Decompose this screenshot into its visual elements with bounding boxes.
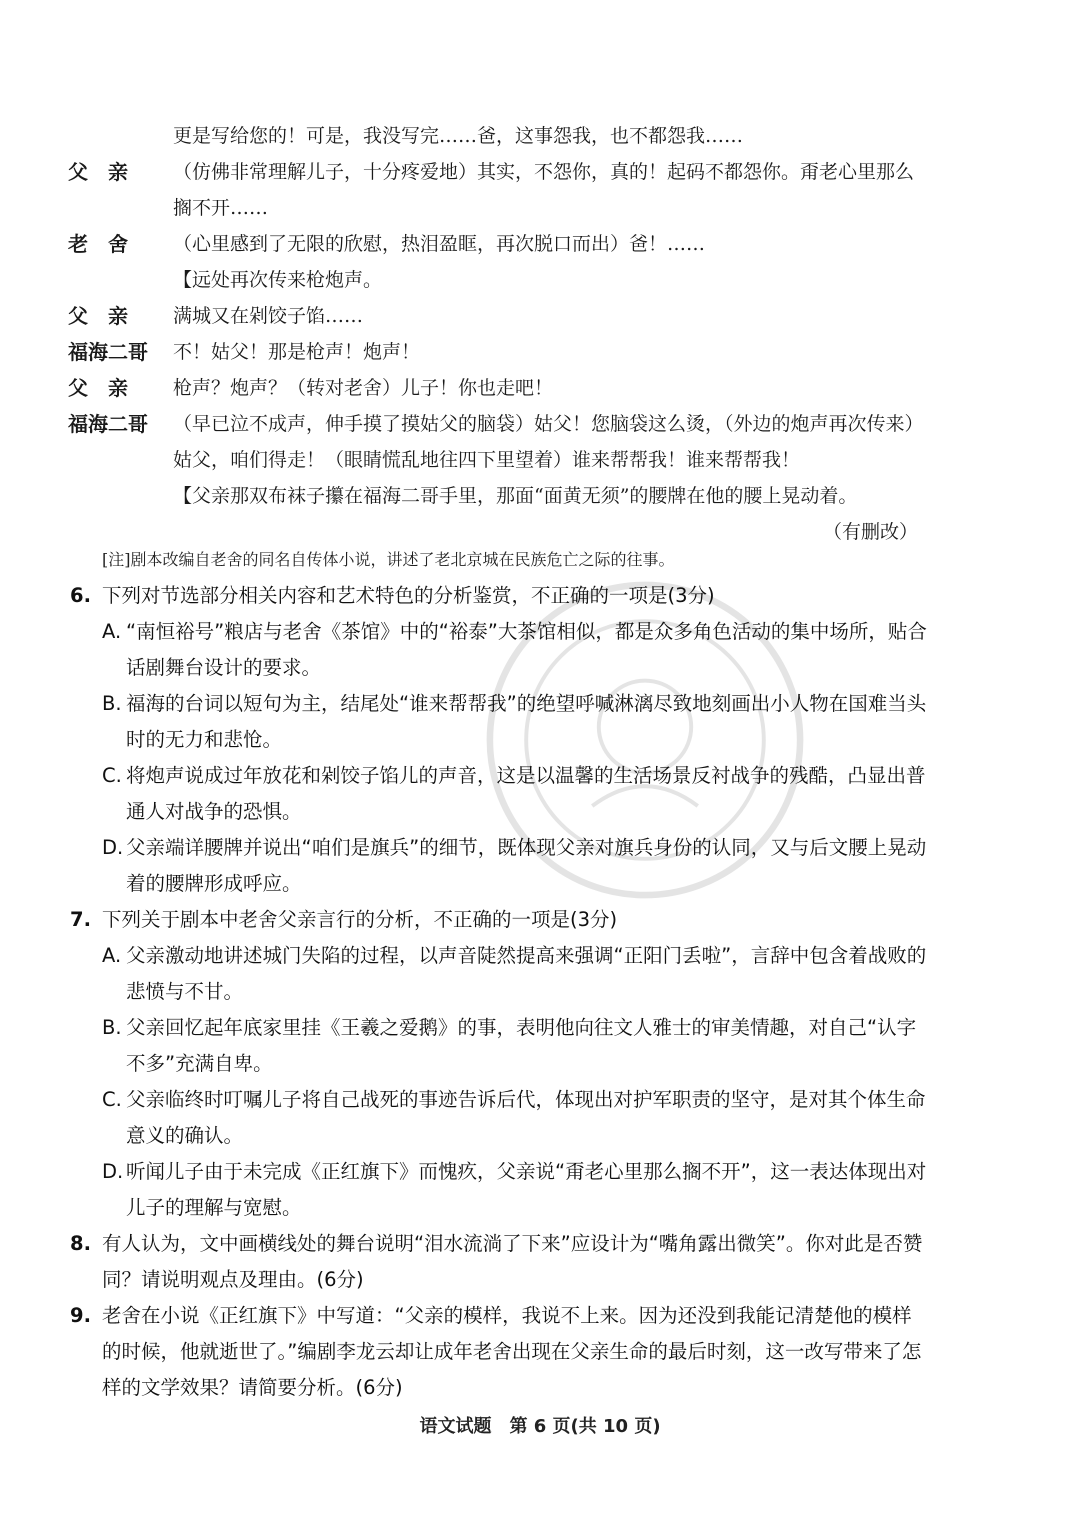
dialogue-text: （早已泣不成声，伸手摸了摸姑父的脑袋）姑父！您脑袋这么烫，（外边的炮声再次传来）姑父，咱们得走！（眼睛慌乱地往四下里望着）谁来帮帮我！谁来帮帮我！ bbox=[173, 413, 924, 471]
option-label: C. bbox=[102, 764, 122, 787]
dialogue-line bbox=[68, 406, 928, 478]
option-d bbox=[70, 1154, 930, 1226]
question-9 bbox=[70, 1298, 930, 1406]
question-list bbox=[70, 578, 930, 1406]
option-label: C. bbox=[102, 1088, 122, 1111]
option-a bbox=[70, 614, 930, 686]
option-text: 父亲回忆起年底家里挂《王羲之爱鹅》的事，表明他向往文人雅士的审美情趣，对自己“认字不多”充满自卑。 bbox=[126, 1016, 917, 1075]
option-label: A. bbox=[102, 944, 122, 967]
dialogue-text: 枪声？炮声？（转对老舍）儿子！你也走吧！ bbox=[173, 377, 554, 399]
dialogue-text: 不！姑父！那是枪声！炮声！ bbox=[173, 341, 421, 363]
dialogue-line bbox=[68, 298, 928, 334]
question-number: 7. bbox=[70, 908, 91, 931]
speaker-name: 父 亲 bbox=[68, 376, 128, 400]
question-stem: 有人认为，文中画横线处的舞台说明“泪水流淌了下来”应设计为“嘴角露出微笑”。你对此是否赞同？请说明观点及理由。(6分) bbox=[102, 1232, 923, 1291]
script-excerpt bbox=[68, 118, 928, 550]
question-6 bbox=[70, 578, 930, 614]
option-d bbox=[70, 830, 930, 902]
page-footer: 语文试题 第 6 页(共 10 页) bbox=[419, 1416, 661, 1437]
speaker-name: 父 亲 bbox=[68, 160, 128, 184]
option-b bbox=[70, 686, 930, 758]
question-number: 9. bbox=[70, 1304, 91, 1327]
option-label: B. bbox=[102, 692, 122, 715]
question-stem: 老舍在小说《正红旗下》中写道：“父亲的模样，我说不上来。因为还没到我能记清楚他的模样的时候，他就逝世了。”编剧李龙云却让成年老舍出现在父亲生命的最后时刻，这一改写带来了怎样的文学效果？请简要分析。(6分) bbox=[102, 1304, 922, 1399]
option-text: 将炮声说成过年放花和剁饺子馅儿的声音，这是以温馨的生活场景反衬战争的残酷，凸显出普通人对战争的恐惧。 bbox=[126, 764, 926, 823]
option-label: D. bbox=[102, 836, 124, 859]
dialogue-continuation: 更是写给您的！可是，我没写完……爸，这事怨我，也不都怨我…… bbox=[173, 125, 744, 147]
question-number: 8. bbox=[70, 1232, 91, 1255]
option-a bbox=[70, 938, 930, 1010]
option-text: 听闻儿子由于未完成《正红旗下》而愧疚，父亲说“甭老心里那么搁不开”，这一表达体现出对儿子的理解与宽慰。 bbox=[126, 1160, 927, 1219]
option-text: 父亲临终时叮嘱儿子将自己战死的事迹告诉后代，体现出对护军职责的坚守，是对其个体生命意义的确认。 bbox=[126, 1088, 926, 1147]
option-label: B. bbox=[102, 1016, 122, 1039]
question-number: 6. bbox=[70, 584, 91, 607]
question-8 bbox=[70, 1226, 930, 1298]
dialogue-text: （心里感到了无限的欣慰，热泪盈眶，再次脱口而出）爸！…… bbox=[173, 233, 706, 255]
option-text: 福海的台词以短句为主，结尾处“谁来帮帮我”的绝望呼喊淋漓尽致地刻画出小人物在国难当头时的无力和悲怆。 bbox=[126, 692, 927, 751]
speaker-name: 福海二哥 bbox=[68, 412, 148, 436]
option-text: 父亲端详腰牌并说出“咱们是旗兵”的细节，既体现父亲对旗兵身份的认同，又与后文腰上晃动着的腰牌形成呼应。 bbox=[126, 836, 927, 895]
option-label: A. bbox=[102, 620, 122, 643]
speaker-name: 老 舍 bbox=[68, 232, 128, 256]
dialogue-line bbox=[68, 226, 928, 262]
question-stem: 下列对节选部分相关内容和艺术特色的分析鉴赏，不正确的一项是(3分) bbox=[102, 584, 715, 607]
dialogue-line bbox=[68, 334, 928, 370]
option-label: D. bbox=[102, 1160, 124, 1183]
speaker-name: 父 亲 bbox=[68, 304, 128, 328]
footnote: [注]剧本改编自老舍的同名自传体小说，讲述了老北京城在民族危亡之际的往事。 bbox=[102, 550, 675, 569]
question-7 bbox=[70, 902, 930, 938]
option-c bbox=[70, 758, 930, 830]
question-stem: 下列关于剧本中老舍父亲言行的分析，不正确的一项是(3分) bbox=[102, 908, 618, 931]
stage-direction: 【父亲那双布袜子攥在福海二哥手里，那面“面黄无须”的腰牌在他的腰上晃动着。 bbox=[173, 485, 858, 507]
option-c bbox=[70, 1082, 930, 1154]
edit-credit: （有删改） bbox=[822, 521, 918, 543]
option-text: 父亲激动地讲述城门失陷的过程，以声音陡然提高来强调“正阳门丢啦”，言辞中包含着战败的悲愤与不甘。 bbox=[126, 944, 927, 1003]
stage-direction: 【远处再次传来枪炮声。 bbox=[173, 269, 383, 291]
dialogue-line bbox=[68, 370, 928, 406]
dialogue-text: （仿佛非常理解儿子，十分疼爱地）其实，不怨你，真的！起码不都怨你。甭老心里那么搁不开…… bbox=[173, 161, 915, 219]
option-text: “南恒裕号”粮店与老舍《茶馆》中的“裕泰”大茶馆相似，都是众多角色活动的集中场所，贴合话剧舞台设计的要求。 bbox=[126, 620, 927, 679]
option-b bbox=[70, 1010, 930, 1082]
dialogue-line bbox=[68, 154, 928, 226]
dialogue-text: 满城又在剁饺子馅…… bbox=[173, 305, 364, 327]
speaker-name: 福海二哥 bbox=[68, 340, 148, 364]
